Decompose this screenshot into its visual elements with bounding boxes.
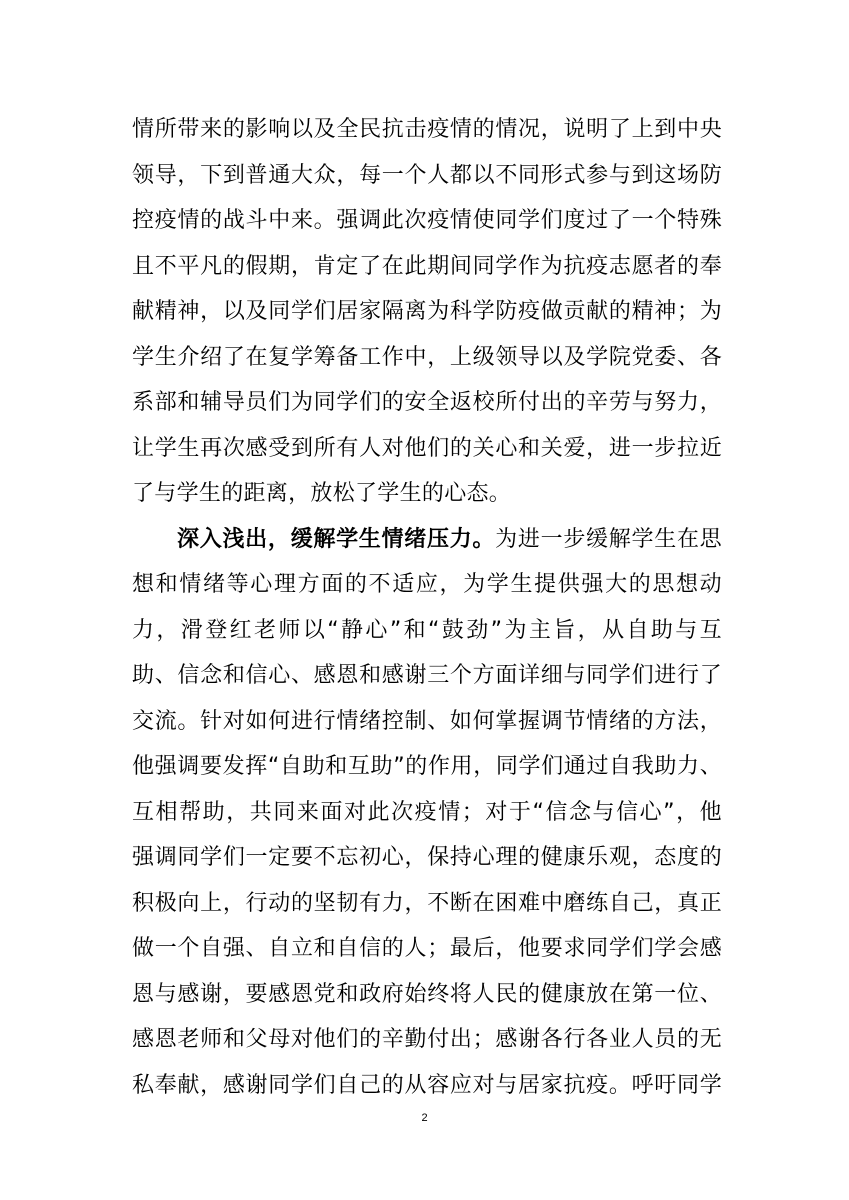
- text-line: 领导，下到普通大众，每一个人都以不同形式参与到这场防: [132, 162, 722, 188]
- text-line: 献精神，以及同学们居家隔离为科学防疫做贡献的精神；为: [132, 299, 722, 324]
- text-line: 想和情绪等心理方面的不适应，为学生提供强大的思想动: [132, 572, 722, 597]
- text-line: 交流。针对如何进行情绪控制、如何掌握调节情绪的方法，: [132, 708, 722, 734]
- text-line: 互相帮助，共同来面对此次疫情；对于“信念与信心”，他: [132, 799, 722, 825]
- text-line: 系部和辅导员们为同学们的安全返校所付出的辛劳与努力，: [132, 390, 722, 415]
- text-line: 情所带来的影响以及全民抗击疫情的情况，说明了上到中央: [132, 117, 722, 142]
- text-line: 学生介绍了在复学筹备工作中，上级领导以及学院党委、各: [132, 344, 722, 370]
- text-line: 恩与感谢，要感恩党和政府始终将人民的健康放在第一位、: [132, 981, 722, 1007]
- text-span: 为进一步缓解学生在思: [495, 526, 722, 552]
- text-line: 控疫情的战斗中来。强调此次疫情使同学们度过了一个特殊: [132, 208, 722, 233]
- text-line: 强调同学们一定要不忘初心，保持心理的健康乐观，态度的: [132, 845, 722, 870]
- text-line: 积极向上，行动的坚韧有力，不断在困难中磨练自己，真正: [132, 890, 722, 916]
- text-line: 力，滑登红老师以“静心”和“鼓劲”为主旨，从自助与互: [132, 617, 722, 643]
- text-line: 私奉献，感谢同学们自己的从容应对与居家抗疫。呼吁同学: [132, 1072, 722, 1098]
- body-text: [132, 107, 722, 1108]
- text-line: 让学生再次感受到所有人对他们的关心和关爱，进一步拉近: [132, 435, 722, 461]
- text-line: 了与学生的距离，放松了学生的心态。: [132, 481, 512, 506]
- text-line: 助、信念和信心、感恩和感谢三个方面详细与同学们进行了: [132, 663, 722, 688]
- text-line: 感恩老师和父母对他们的辛勤付出；感谢各行各业人员的无: [132, 1027, 722, 1052]
- page-number: 2: [421, 1112, 428, 1124]
- paragraph-heading: 深入浅出，缓解学生情绪压力。: [177, 526, 496, 552]
- text-line: 且不平凡的假期，肯定了在此期间同学作为抗疫志愿者的奉: [132, 253, 722, 279]
- text-line: 他强调要发挥“自助和互助”的作用，同学们通过自我助力、: [132, 754, 722, 779]
- paragraph-2: [132, 517, 722, 1109]
- paragraph-first-line: [132, 517, 722, 563]
- paragraph-1: [132, 107, 722, 517]
- text-line: 做一个自强、自立和自信的人；最后，他要求同学们学会感: [132, 936, 722, 961]
